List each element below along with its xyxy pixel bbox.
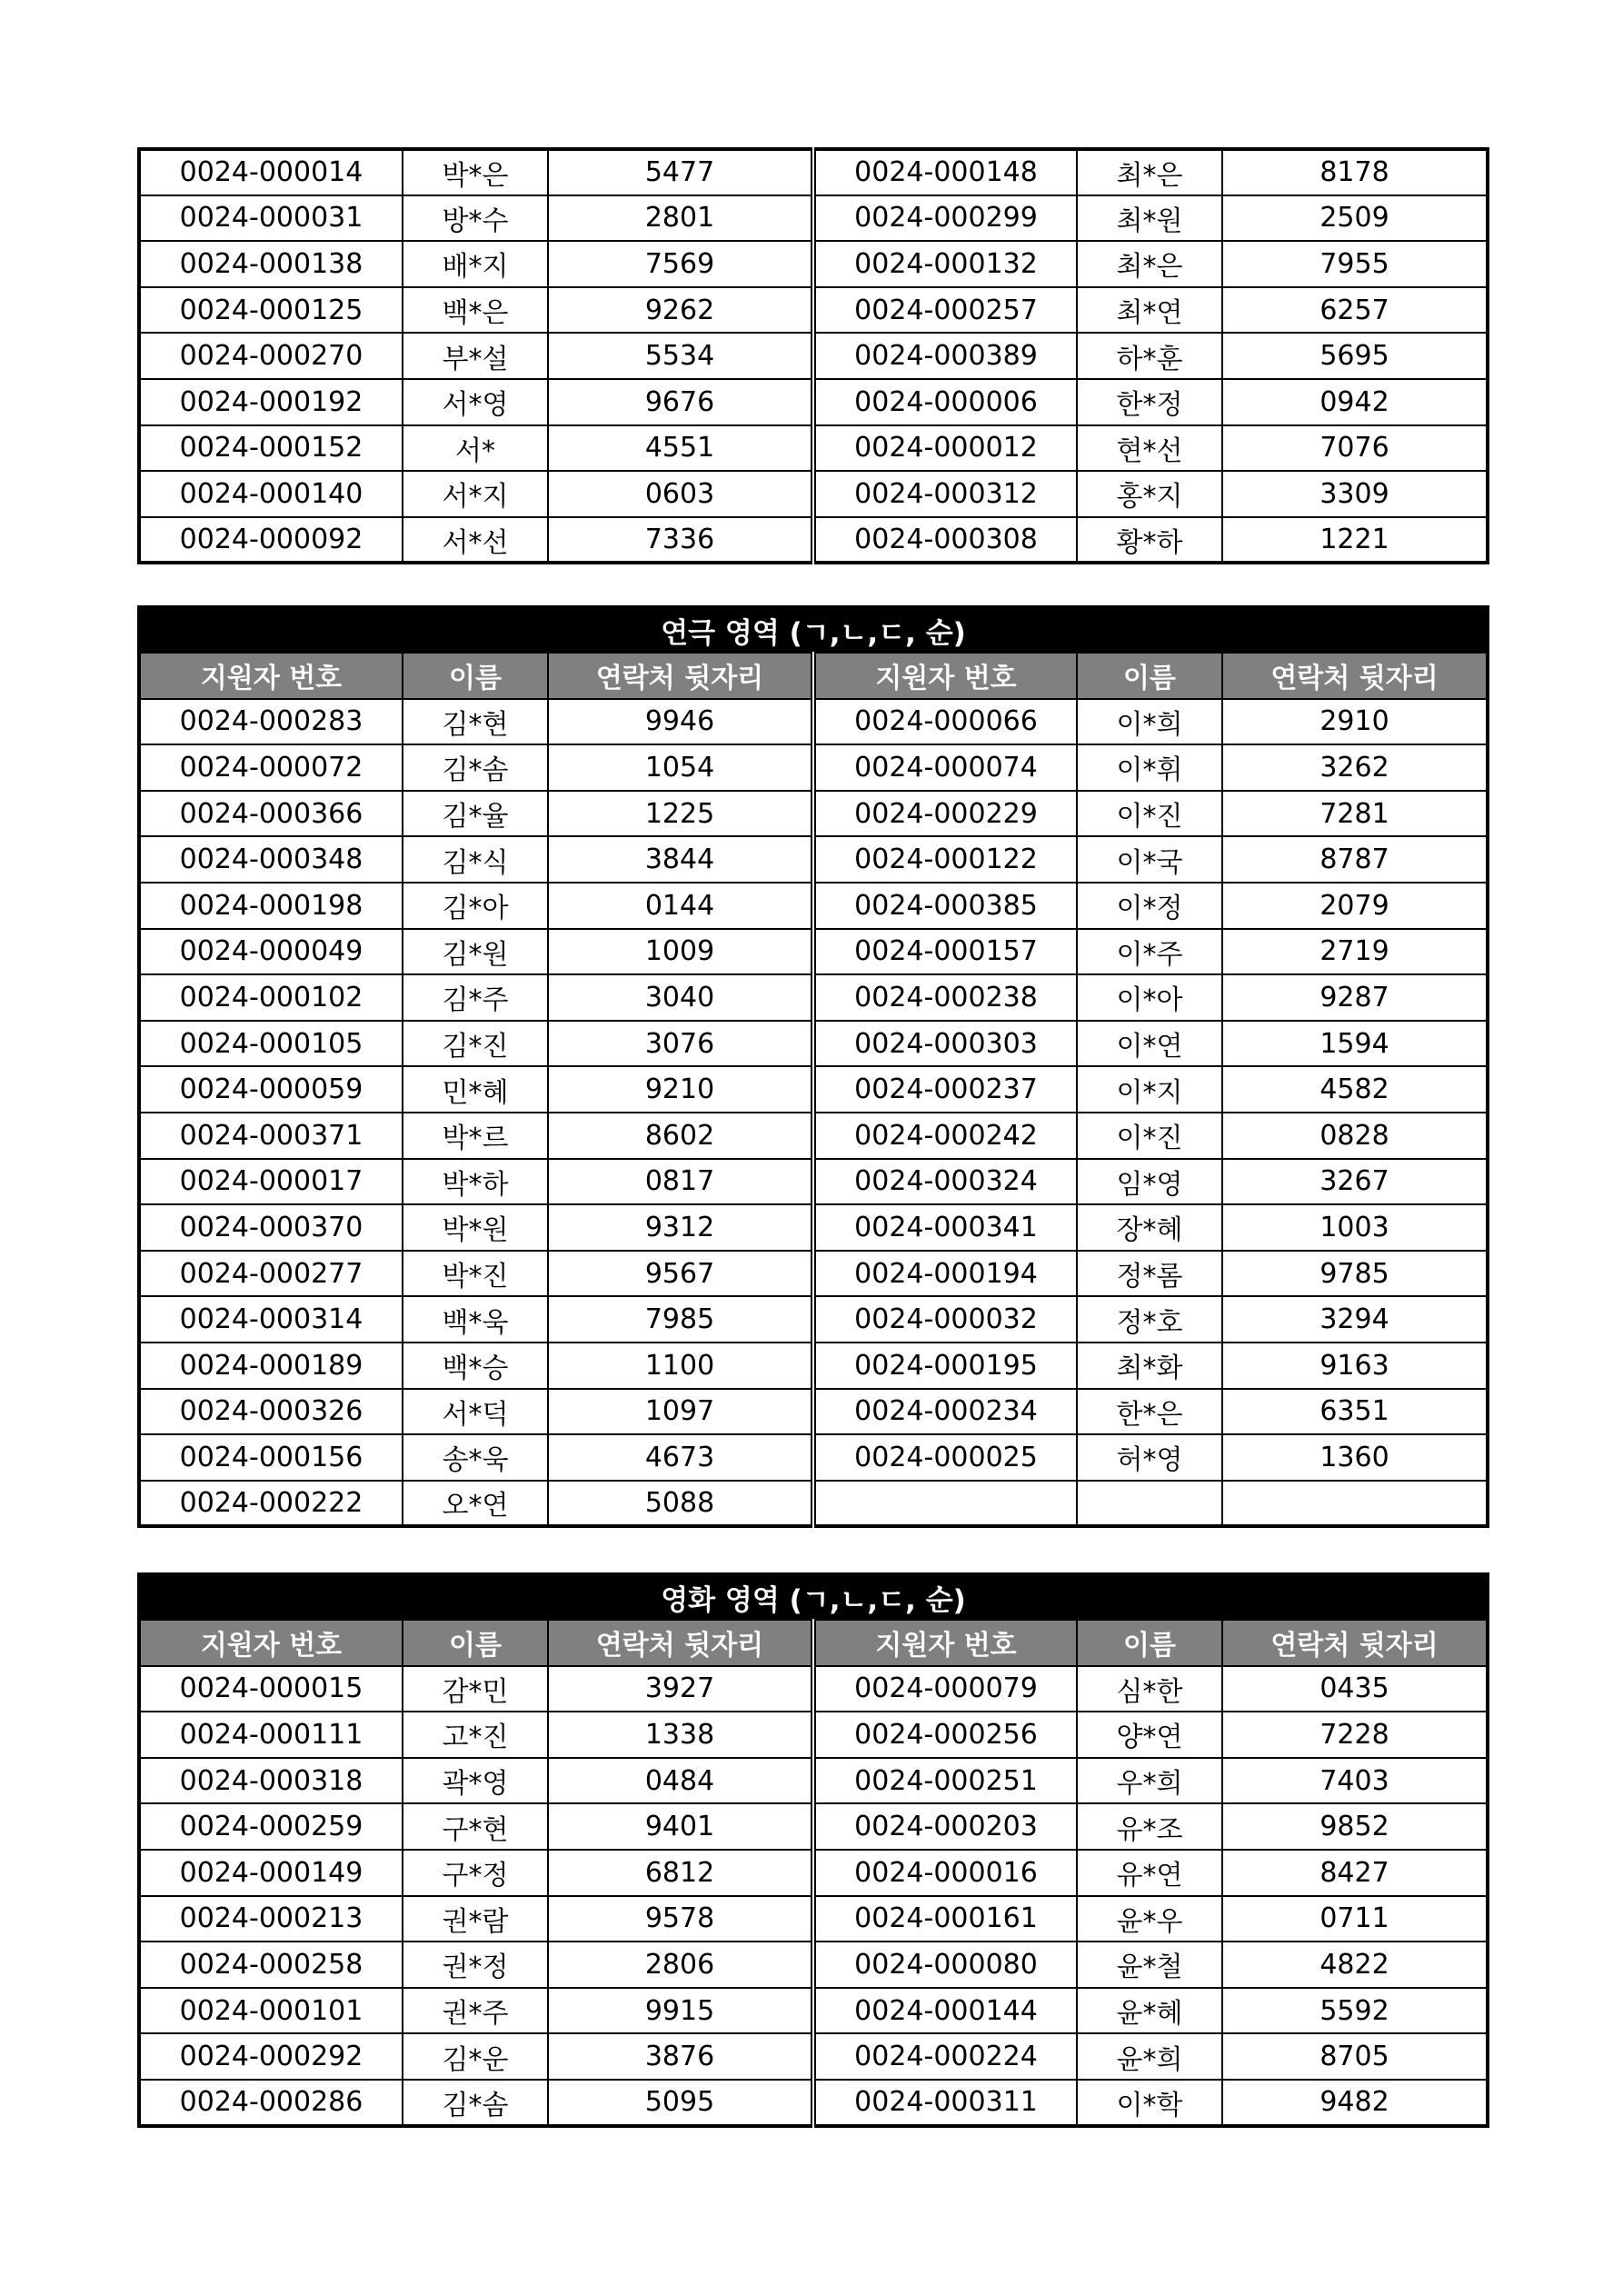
- name-cell: 김*현: [403, 699, 548, 745]
- applicant-number-cell: 0024-000237: [813, 1066, 1077, 1113]
- applicant-number-cell: 0024-000258: [139, 1942, 403, 1988]
- name-cell: 오*연: [403, 1481, 548, 1527]
- name-cell: 최*은: [1077, 241, 1222, 287]
- applicant-number-cell: [813, 1481, 1077, 1527]
- phone-last-digits-cell: 1225: [548, 791, 813, 837]
- applicant-number-cell: 0024-000324: [813, 1159, 1077, 1205]
- applicant-number-cell: 0024-000016: [813, 1850, 1077, 1896]
- name-cell: 현*선: [1077, 425, 1222, 472]
- phone-last-digits-cell: 0484: [548, 1758, 813, 1804]
- applicant-number-cell: 0024-000326: [139, 1389, 403, 1435]
- phone-last-digits-cell: 8427: [1222, 1850, 1488, 1896]
- name-cell: 한*은: [1077, 1389, 1222, 1435]
- applicant-number-cell: 0024-000148: [813, 149, 1077, 195]
- phone-last-digits-cell: [1222, 1481, 1488, 1527]
- table-row: [139, 791, 1488, 837]
- name-cell: 송*욱: [403, 1434, 548, 1481]
- phone-last-digits-cell: 3262: [1222, 744, 1488, 791]
- applicant-number-cell: 0024-000348: [139, 836, 403, 883]
- table-row: [139, 1758, 1488, 1804]
- name-cell: 권*람: [403, 1896, 548, 1942]
- name-cell: 이*지: [1077, 1066, 1222, 1113]
- applicant-number-cell: 0024-000074: [813, 744, 1077, 791]
- phone-last-digits-cell: 8705: [1222, 2033, 1488, 2080]
- header-phone-last-digits: 연락처 뒷자리: [548, 653, 813, 699]
- phone-last-digits-cell: 1054: [548, 744, 813, 791]
- name-cell: 김*식: [403, 836, 548, 883]
- table-row: [139, 1942, 1488, 1988]
- name-cell: 백*은: [403, 287, 548, 334]
- phone-last-digits-cell: 6812: [548, 1850, 813, 1896]
- table-row: [139, 1066, 1488, 1113]
- applicant-number-cell: 0024-000224: [813, 2033, 1077, 2080]
- name-cell: 최*화: [1077, 1343, 1222, 1389]
- applicant-number-cell: 0024-000080: [813, 1942, 1077, 1988]
- phone-last-digits-cell: 4582: [1222, 1066, 1488, 1113]
- table-row: [139, 1712, 1488, 1758]
- phone-last-digits-cell: 0828: [1222, 1113, 1488, 1159]
- header-applicant-number: 지원자 번호: [813, 653, 1077, 699]
- name-cell: 이*학: [1077, 2080, 1222, 2126]
- applicant-number-cell: 0024-000259: [139, 1803, 403, 1850]
- applicant-number-cell: 0024-000341: [813, 1204, 1077, 1251]
- phone-last-digits-cell: 9262: [548, 287, 813, 334]
- name-cell: 김*솜: [403, 744, 548, 791]
- table-row: [139, 1666, 1488, 1712]
- name-cell: 하*훈: [1077, 333, 1222, 379]
- table-row: [139, 744, 1488, 791]
- phone-last-digits-cell: 7569: [548, 241, 813, 287]
- name-cell: 이*진: [1077, 791, 1222, 837]
- phone-last-digits-cell: 2806: [548, 1942, 813, 1988]
- table-row: [139, 149, 1488, 195]
- name-cell: 윤*혜: [1077, 1988, 1222, 2034]
- applicant-number-cell: 0024-000303: [813, 1021, 1077, 1067]
- name-cell: 김*주: [403, 974, 548, 1021]
- applicant-number-cell: 0024-000213: [139, 1896, 403, 1942]
- applicant-number-cell: 0024-000111: [139, 1712, 403, 1758]
- header-name: 이름: [1077, 1620, 1222, 1666]
- phone-last-digits-cell: 9312: [548, 1204, 813, 1251]
- name-cell: 권*정: [403, 1942, 548, 1988]
- applicant-number-cell: 0024-000049: [139, 929, 403, 975]
- applicant-number-cell: 0024-000032: [813, 1296, 1077, 1343]
- table-row: [139, 471, 1488, 517]
- table-row: [139, 379, 1488, 425]
- drama-applicant-table: [137, 605, 1489, 1528]
- phone-last-digits-cell: 9163: [1222, 1343, 1488, 1389]
- name-cell: 이*아: [1077, 974, 1222, 1021]
- table-row: [139, 929, 1488, 975]
- applicant-number-cell: 0024-000092: [139, 517, 403, 564]
- name-cell: 박*원: [403, 1204, 548, 1251]
- phone-last-digits-cell: 7281: [1222, 791, 1488, 837]
- name-cell: 심*한: [1077, 1666, 1222, 1712]
- applicant-number-cell: 0024-000270: [139, 333, 403, 379]
- applicant-number-cell: 0024-000389: [813, 333, 1077, 379]
- name-cell: 김*율: [403, 791, 548, 837]
- phone-last-digits-cell: 0435: [1222, 1666, 1488, 1712]
- applicant-number-cell: 0024-000286: [139, 2080, 403, 2126]
- applicant-number-cell: 0024-000371: [139, 1113, 403, 1159]
- table-row: [139, 333, 1488, 379]
- table-row: [139, 699, 1488, 745]
- table-row: [139, 974, 1488, 1021]
- applicant-number-cell: 0024-000385: [813, 883, 1077, 929]
- name-cell: 우*희: [1077, 1758, 1222, 1804]
- name-cell: 서*선: [403, 517, 548, 564]
- header-phone-last-digits: 연락처 뒷자리: [1222, 1620, 1488, 1666]
- phone-last-digits-cell: 1097: [548, 1389, 813, 1435]
- applicant-number-cell: 0024-000283: [139, 699, 403, 745]
- phone-last-digits-cell: 2801: [548, 195, 813, 242]
- phone-last-digits-cell: 7076: [1222, 425, 1488, 472]
- phone-last-digits-cell: 2079: [1222, 883, 1488, 929]
- phone-last-digits-cell: 4822: [1222, 1942, 1488, 1988]
- name-cell: 황*하: [1077, 517, 1222, 564]
- name-cell: 감*민: [403, 1666, 548, 1712]
- phone-last-digits-cell: 3844: [548, 836, 813, 883]
- section-title-film: 영화 영역 (ㄱ,ㄴ,ㄷ, 순): [139, 1574, 1488, 1620]
- table-row: [139, 1988, 1488, 2034]
- table-row: [139, 517, 1488, 564]
- phone-last-digits-cell: 8602: [548, 1113, 813, 1159]
- phone-last-digits-cell: 3876: [548, 2033, 813, 2080]
- applicant-number-cell: 0024-000292: [139, 2033, 403, 2080]
- name-cell: 최*원: [1077, 195, 1222, 242]
- table-row: [139, 1204, 1488, 1251]
- phone-last-digits-cell: 3927: [548, 1666, 813, 1712]
- header-name: 이름: [1077, 653, 1222, 699]
- name-cell: 윤*철: [1077, 1942, 1222, 1988]
- table-row: [139, 1803, 1488, 1850]
- phone-last-digits-cell: 7985: [548, 1296, 813, 1343]
- applicant-number-cell: 0024-000312: [813, 471, 1077, 517]
- name-cell: 정*롬: [1077, 1251, 1222, 1297]
- table-row: [139, 836, 1488, 883]
- phone-last-digits-cell: 5095: [548, 2080, 813, 2126]
- phone-last-digits-cell: 0942: [1222, 379, 1488, 425]
- table-row: [139, 1296, 1488, 1343]
- phone-last-digits-cell: 6351: [1222, 1389, 1488, 1435]
- applicant-number-cell: 0024-000156: [139, 1434, 403, 1481]
- phone-last-digits-cell: 9852: [1222, 1803, 1488, 1850]
- applicant-number-cell: 0024-000072: [139, 744, 403, 791]
- phone-last-digits-cell: 4673: [548, 1434, 813, 1481]
- name-cell: 백*승: [403, 1343, 548, 1389]
- applicant-number-cell: 0024-000102: [139, 974, 403, 1021]
- applicant-number-cell: 0024-000031: [139, 195, 403, 242]
- phone-last-digits-cell: 7228: [1222, 1712, 1488, 1758]
- table-row: [139, 1434, 1488, 1481]
- applicant-number-cell: 0024-000256: [813, 1712, 1077, 1758]
- name-cell: 허*영: [1077, 1434, 1222, 1481]
- applicant-number-cell: 0024-000314: [139, 1296, 403, 1343]
- applicant-number-cell: 0024-000189: [139, 1343, 403, 1389]
- applicant-number-cell: 0024-000251: [813, 1758, 1077, 1804]
- applicant-number-cell: 0024-000125: [139, 287, 403, 334]
- name-cell: 서*덕: [403, 1389, 548, 1435]
- name-cell: 민*혜: [403, 1066, 548, 1113]
- name-cell: 서*: [403, 425, 548, 472]
- applicant-number-cell: 0024-000014: [139, 149, 403, 195]
- phone-last-digits-cell: 7336: [548, 517, 813, 564]
- phone-last-digits-cell: 2509: [1222, 195, 1488, 242]
- applicant-number-cell: 0024-000105: [139, 1021, 403, 1067]
- name-cell: 박*진: [403, 1251, 548, 1297]
- applicant-number-cell: 0024-000012: [813, 425, 1077, 472]
- name-cell: 권*주: [403, 1988, 548, 2034]
- name-cell: 홍*지: [1077, 471, 1222, 517]
- name-cell: 박*은: [403, 149, 548, 195]
- name-cell: [1077, 1481, 1222, 1527]
- applicant-number-cell: 0024-000311: [813, 2080, 1077, 2126]
- phone-last-digits-cell: 1338: [548, 1712, 813, 1758]
- phone-last-digits-cell: 8178: [1222, 149, 1488, 195]
- name-cell: 김*아: [403, 883, 548, 929]
- phone-last-digits-cell: 4551: [548, 425, 813, 472]
- applicant-number-cell: 0024-000149: [139, 1850, 403, 1896]
- name-cell: 양*연: [1077, 1712, 1222, 1758]
- phone-last-digits-cell: 2719: [1222, 929, 1488, 975]
- phone-last-digits-cell: 9676: [548, 379, 813, 425]
- phone-last-digits-cell: 9287: [1222, 974, 1488, 1021]
- applicant-number-cell: 0024-000144: [813, 1988, 1077, 2034]
- phone-last-digits-cell: 1221: [1222, 517, 1488, 564]
- header-name: 이름: [403, 1620, 548, 1666]
- phone-last-digits-cell: 8787: [1222, 836, 1488, 883]
- table-row: [139, 287, 1488, 334]
- applicant-number-cell: 0024-000257: [813, 287, 1077, 334]
- name-cell: 구*정: [403, 1850, 548, 1896]
- phone-last-digits-cell: 7403: [1222, 1758, 1488, 1804]
- table-row: [139, 241, 1488, 287]
- name-cell: 최*연: [1077, 287, 1222, 334]
- header-applicant-number: 지원자 번호: [139, 1620, 403, 1666]
- applicant-number-cell: 0024-000140: [139, 471, 403, 517]
- name-cell: 이*진: [1077, 1113, 1222, 1159]
- applicant-number-cell: 0024-000006: [813, 379, 1077, 425]
- name-cell: 유*연: [1077, 1850, 1222, 1896]
- phone-last-digits-cell: 5592: [1222, 1988, 1488, 2034]
- table-row: [139, 1343, 1488, 1389]
- applicant-number-cell: 0024-000152: [139, 425, 403, 472]
- phone-last-digits-cell: 0711: [1222, 1896, 1488, 1942]
- applicant-number-cell: 0024-000318: [139, 1758, 403, 1804]
- name-cell: 이*연: [1077, 1021, 1222, 1067]
- phone-last-digits-cell: 0144: [548, 883, 813, 929]
- applicant-number-cell: 0024-000222: [139, 1481, 403, 1527]
- applicant-number-cell: 0024-000198: [139, 883, 403, 929]
- phone-last-digits-cell: 9567: [548, 1251, 813, 1297]
- applicant-number-cell: 0024-000234: [813, 1389, 1077, 1435]
- table-row: [139, 1896, 1488, 1942]
- phone-last-digits-cell: 5477: [548, 149, 813, 195]
- name-cell: 서*영: [403, 379, 548, 425]
- name-cell: 곽*영: [403, 1758, 548, 1804]
- applicant-number-cell: 0024-000192: [139, 379, 403, 425]
- applicant-number-cell: 0024-000122: [813, 836, 1077, 883]
- name-cell: 윤*희: [1077, 2033, 1222, 2080]
- phone-last-digits-cell: 9401: [548, 1803, 813, 1850]
- name-cell: 김*진: [403, 1021, 548, 1067]
- name-cell: 장*혜: [1077, 1204, 1222, 1251]
- applicant-number-cell: 0024-000017: [139, 1159, 403, 1205]
- phone-last-digits-cell: 3294: [1222, 1296, 1488, 1343]
- name-cell: 박*르: [403, 1113, 548, 1159]
- applicant-number-cell: 0024-000195: [813, 1343, 1077, 1389]
- phone-last-digits-cell: 1594: [1222, 1021, 1488, 1067]
- applicant-number-cell: 0024-000242: [813, 1113, 1077, 1159]
- header-applicant-number: 지원자 번호: [813, 1620, 1077, 1666]
- phone-last-digits-cell: 0817: [548, 1159, 813, 1205]
- table-row: [139, 1389, 1488, 1435]
- table-row: [139, 1850, 1488, 1896]
- name-cell: 한*정: [1077, 379, 1222, 425]
- film-applicant-table: [137, 1572, 1489, 2128]
- applicant-number-cell: 0024-000203: [813, 1803, 1077, 1850]
- applicant-number-cell: 0024-000229: [813, 791, 1077, 837]
- applicant-number-cell: 0024-000157: [813, 929, 1077, 975]
- name-cell: 최*은: [1077, 149, 1222, 195]
- name-cell: 서*지: [403, 471, 548, 517]
- name-cell: 유*조: [1077, 1803, 1222, 1850]
- table-row: [139, 425, 1488, 472]
- name-cell: 박*하: [403, 1159, 548, 1205]
- applicant-number-cell: 0024-000138: [139, 241, 403, 287]
- phone-last-digits-cell: 3309: [1222, 471, 1488, 517]
- applicant-table-continued: [137, 147, 1489, 564]
- phone-last-digits-cell: 1100: [548, 1343, 813, 1389]
- phone-last-digits-cell: 9785: [1222, 1251, 1488, 1297]
- table-row: [139, 195, 1488, 242]
- applicant-number-cell: 0024-000277: [139, 1251, 403, 1297]
- name-cell: 이*정: [1077, 883, 1222, 929]
- name-cell: 방*수: [403, 195, 548, 242]
- applicant-number-cell: 0024-000132: [813, 241, 1077, 287]
- table-row: [139, 1021, 1488, 1067]
- applicant-number-cell: 0024-000059: [139, 1066, 403, 1113]
- table-row: [139, 1113, 1488, 1159]
- applicant-number-cell: 0024-000238: [813, 974, 1077, 1021]
- table-row: [139, 1481, 1488, 1527]
- phone-last-digits-cell: 5088: [548, 1481, 813, 1527]
- applicant-number-cell: 0024-000079: [813, 1666, 1077, 1712]
- name-cell: 김*원: [403, 929, 548, 975]
- phone-last-digits-cell: 3267: [1222, 1159, 1488, 1205]
- applicant-number-cell: 0024-000025: [813, 1434, 1077, 1481]
- applicant-number-cell: 0024-000101: [139, 1988, 403, 2034]
- applicant-number-cell: 0024-000370: [139, 1204, 403, 1251]
- name-cell: 이*국: [1077, 836, 1222, 883]
- phone-last-digits-cell: 1009: [548, 929, 813, 975]
- table-row: [139, 1251, 1488, 1297]
- header-phone-last-digits: 연락처 뒷자리: [1222, 653, 1488, 699]
- applicant-number-cell: 0024-000066: [813, 699, 1077, 745]
- phone-last-digits-cell: 9482: [1222, 2080, 1488, 2126]
- applicant-number-cell: 0024-000015: [139, 1666, 403, 1712]
- name-cell: 구*현: [403, 1803, 548, 1850]
- name-cell: 정*호: [1077, 1296, 1222, 1343]
- applicant-number-cell: 0024-000308: [813, 517, 1077, 564]
- name-cell: 배*지: [403, 241, 548, 287]
- name-cell: 백*욱: [403, 1296, 548, 1343]
- section-title-drama: 연극 영역 (ㄱ,ㄴ,ㄷ, 순): [139, 607, 1488, 653]
- name-cell: 이*주: [1077, 929, 1222, 975]
- phone-last-digits-cell: 7955: [1222, 241, 1488, 287]
- phone-last-digits-cell: 2910: [1222, 699, 1488, 745]
- phone-last-digits-cell: 9915: [548, 1988, 813, 2034]
- phone-last-digits-cell: 1003: [1222, 1204, 1488, 1251]
- name-cell: 임*영: [1077, 1159, 1222, 1205]
- applicant-number-cell: 0024-000161: [813, 1896, 1077, 1942]
- table-row: [139, 1159, 1488, 1205]
- name-cell: 이*희: [1077, 699, 1222, 745]
- header-applicant-number: 지원자 번호: [139, 653, 403, 699]
- table-row: [139, 2080, 1488, 2126]
- phone-last-digits-cell: 3040: [548, 974, 813, 1021]
- applicant-number-cell: 0024-000299: [813, 195, 1077, 242]
- table-row: [139, 2033, 1488, 2080]
- name-cell: 부*설: [403, 333, 548, 379]
- name-cell: 고*진: [403, 1712, 548, 1758]
- header-phone-last-digits: 연락처 뒷자리: [548, 1620, 813, 1666]
- phone-last-digits-cell: 5695: [1222, 333, 1488, 379]
- applicant-number-cell: 0024-000366: [139, 791, 403, 837]
- phone-last-digits-cell: 5534: [548, 333, 813, 379]
- header-name: 이름: [403, 653, 548, 699]
- phone-last-digits-cell: 0603: [548, 471, 813, 517]
- name-cell: 김*운: [403, 2033, 548, 2080]
- table-row: [139, 883, 1488, 929]
- phone-last-digits-cell: 9578: [548, 1896, 813, 1942]
- phone-last-digits-cell: 9946: [548, 699, 813, 745]
- phone-last-digits-cell: 1360: [1222, 1434, 1488, 1481]
- applicant-number-cell: 0024-000194: [813, 1251, 1077, 1297]
- name-cell: 김*솜: [403, 2080, 548, 2126]
- phone-last-digits-cell: 3076: [548, 1021, 813, 1067]
- phone-last-digits-cell: 6257: [1222, 287, 1488, 334]
- phone-last-digits-cell: 9210: [548, 1066, 813, 1113]
- name-cell: 이*휘: [1077, 744, 1222, 791]
- name-cell: 윤*우: [1077, 1896, 1222, 1942]
